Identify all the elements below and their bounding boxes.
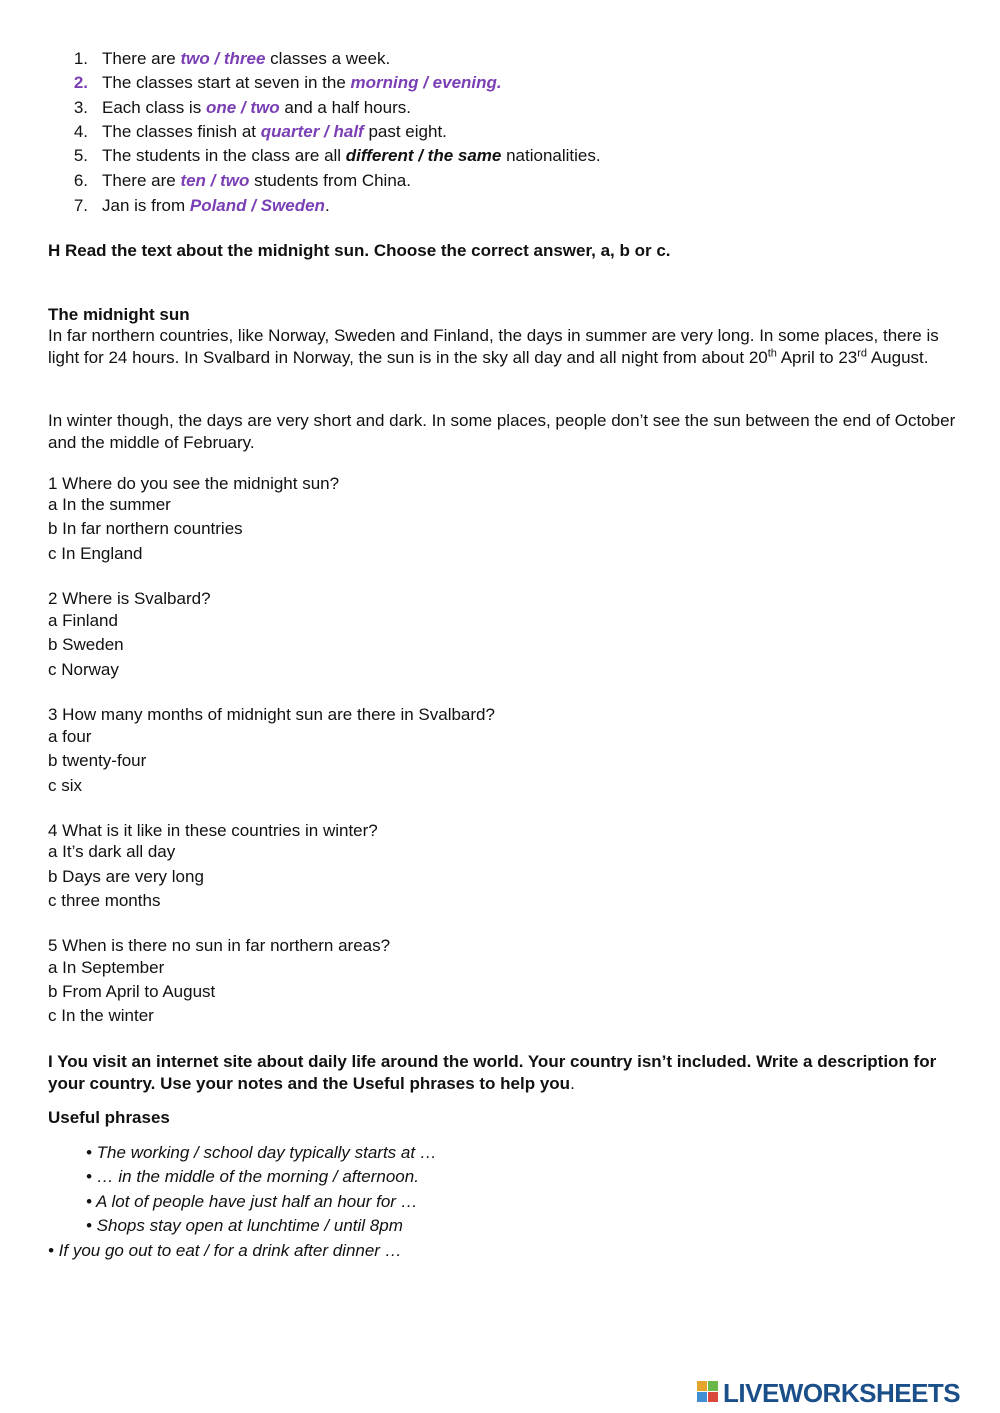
answer-option[interactable]: c In the winter bbox=[48, 1006, 154, 1025]
question: 3 How many months of midnight sun are there in Svalbard? bbox=[48, 705, 495, 724]
answer-option[interactable]: b From April to August bbox=[48, 982, 216, 1001]
phrase-item: • If you go out to eat / for a drink after dinner … bbox=[48, 1241, 402, 1260]
question: 2 Where is Svalbard? bbox=[48, 589, 211, 608]
choice-option[interactable]: one / two bbox=[205, 98, 280, 117]
item-text: Each class is bbox=[102, 98, 206, 117]
item-text: . bbox=[496, 73, 502, 92]
question: 1 Where do you see the midnight sun? bbox=[48, 474, 340, 493]
answer-option[interactable]: a four bbox=[48, 727, 92, 746]
choice-option[interactable]: ten / two bbox=[180, 171, 250, 190]
section-h-heading: H Read the text about the midnight sun. Choose the correct answer, a, b or c. bbox=[48, 241, 671, 260]
phrase-item: • … in the middle of the morning / afternoon. bbox=[86, 1167, 419, 1186]
answer-option[interactable]: b Days are very long bbox=[48, 867, 204, 886]
item-number: 7. bbox=[73, 196, 88, 215]
item-number: 2. bbox=[73, 73, 88, 92]
answer-option[interactable]: c three months bbox=[48, 891, 161, 910]
item-text: past eight. bbox=[363, 122, 447, 141]
question: 5 When is there no sun in far northern areas? bbox=[48, 936, 391, 955]
item-number: 1. bbox=[73, 49, 88, 68]
phrase-item: • Shops stay open at lunchtime / until 8pm bbox=[86, 1216, 403, 1235]
answer-option[interactable]: a In September bbox=[48, 958, 165, 977]
answer-option[interactable]: b In far northern countries bbox=[48, 519, 243, 538]
answer-option[interactable]: a In the summer bbox=[48, 495, 171, 514]
item-text: . bbox=[324, 196, 330, 215]
item-text: There are bbox=[102, 49, 181, 68]
item-text: students from China. bbox=[249, 171, 411, 190]
item-text: Jan is from bbox=[102, 196, 190, 215]
answer-option[interactable]: c six bbox=[48, 776, 82, 795]
article-paragraph-1: In far northern countries, like Norway, Sweden and Finland, the days in summer are very long. In some places, there is light for 24 hours. In Svalbard in Norway, the sun is in the sky all day and all night from about 20th April to 23rd August. bbox=[48, 326, 939, 367]
item-number: 6. bbox=[73, 171, 88, 190]
phrase-item: • A lot of people have just half an hour for … bbox=[86, 1192, 418, 1211]
choice-option[interactable]: two / three bbox=[180, 49, 266, 68]
phrase-item: • The working / school day typically starts at … bbox=[86, 1143, 437, 1162]
choice-option[interactable]: different / the same bbox=[345, 146, 502, 165]
item-text: The students in the class are all bbox=[102, 146, 346, 165]
liveworksheets-logo bbox=[697, 1378, 997, 1408]
choice-option[interactable]: morning / evening bbox=[350, 73, 497, 92]
item-number: 5. bbox=[73, 146, 88, 165]
item-text: classes a week. bbox=[265, 49, 391, 68]
choice-option[interactable]: quarter / half bbox=[260, 122, 364, 141]
answer-option[interactable]: c In England bbox=[48, 544, 143, 563]
item-text: The classes finish at bbox=[102, 122, 261, 141]
section-i-heading: I You visit an internet site about daily life around the world. Your country isn’t included. Write a description for your country. Use your notes and the Useful phrases to help you. bbox=[48, 1052, 937, 1093]
item-text: The classes start at seven in the bbox=[102, 73, 351, 92]
logo-text: LIVEWORKSHEETS bbox=[723, 1378, 961, 1408]
item-number: 3. bbox=[73, 98, 88, 117]
item-text: and a half hours. bbox=[279, 98, 411, 117]
article-title: The midnight sun bbox=[48, 305, 190, 324]
question: 4 What is it like in these countries in winter? bbox=[48, 821, 378, 840]
answer-option[interactable]: b twenty-four bbox=[48, 751, 147, 770]
logo-badge-icon bbox=[697, 1381, 719, 1405]
answer-option[interactable]: c Norway bbox=[48, 660, 119, 679]
item-number: 4. bbox=[73, 122, 88, 141]
article-paragraph-2: In winter though, the days are very short and dark. In some places, people don’t see the sun between the end of October and the middle of February. bbox=[48, 411, 956, 452]
item-text: There are bbox=[102, 171, 181, 190]
useful-phrases-title: Useful phrases bbox=[48, 1108, 170, 1127]
answer-option[interactable]: b Sweden bbox=[48, 635, 124, 654]
item-text: nationalities. bbox=[501, 146, 601, 165]
choice-option[interactable]: Poland / Sweden bbox=[189, 196, 325, 215]
answer-option[interactable]: a Finland bbox=[48, 611, 118, 630]
answer-option[interactable]: a It’s dark all day bbox=[48, 842, 176, 861]
